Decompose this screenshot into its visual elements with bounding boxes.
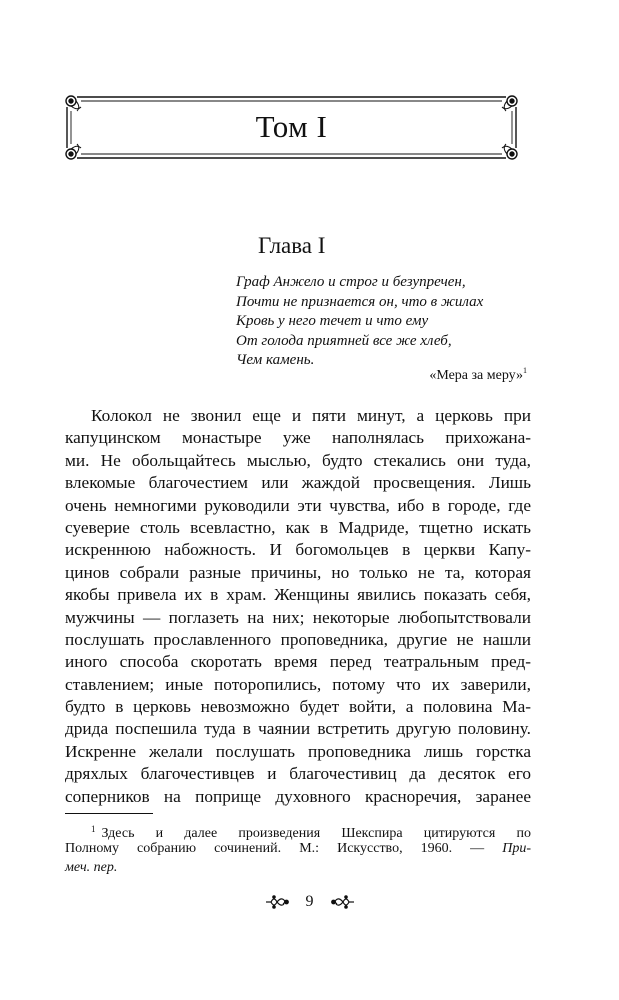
body-line: дряхлых благочестивцев и благочестивиц да десяток его — [65, 764, 531, 784]
epigraph-source-title: «Мера за меру» — [429, 368, 523, 383]
body-line: будто в церковь невозможно будет войти, а половина Ма- — [65, 697, 531, 717]
footnote-text: Полному собранию сочинений. М.: Искусство, 1960. — — [65, 841, 485, 856]
footnote-reference: 1 — [523, 366, 527, 375]
epigraph-line: Чем камень. — [236, 352, 315, 368]
footnote-line — [65, 858, 531, 877]
body-line: иного способа скоротать время перед театральным пред- — [65, 652, 531, 672]
body-line: Колокол не звонил еще и пяти минут, а церковь при — [91, 406, 531, 425]
epigraph-line: От голода приятней все же хлеб, — [236, 332, 452, 349]
footnote-line — [65, 839, 531, 858]
chapter-title: Глава I — [258, 233, 326, 258]
body-paragraph — [65, 405, 531, 808]
body-line: Искренне желали послушать проповедника лишь горстка — [65, 741, 531, 761]
page-number: 9 — [305, 893, 314, 911]
footnote-text-italic: меч. пер. — [65, 860, 118, 875]
body-line: очень немногими руководили эти чувства, ибо в городе, где — [65, 495, 531, 515]
body-line: соперников на поприще духовного красноречия, заранее — [65, 786, 531, 806]
body-line: послушать прославленного проповедника, другие не нашли — [65, 629, 531, 649]
body-line: ставлением; иные поторопились, потому что их заверили, — [65, 674, 531, 694]
body-line: ми. Не обольщайтесь мыслью, будто стекались они туда, — [65, 450, 531, 470]
body-line: якобы привела их в храм. Женщины явились показать себя, — [65, 585, 531, 605]
footnote-text: Здесь и далее произведения Шекспира цитируются по — [101, 826, 531, 841]
epigraph — [236, 273, 526, 371]
epigraph-line: Почти не признается он, что в жилах — [236, 293, 484, 310]
floral-ornament-icon — [264, 894, 290, 910]
epigraph-line: Граф Анжело и строг и безупречен, — [236, 274, 466, 290]
body-line: искреннюю набожность. И богомольцев в церкви Капу- — [65, 540, 531, 560]
body-line: мужчины — поглазеть на них; некоторые любопытствовали — [65, 607, 531, 627]
floral-ornament-icon — [330, 894, 356, 910]
volume-title: Том I — [255, 109, 328, 144]
body-line: влекомые благочестием или жаждой просвещения. Лишь — [65, 473, 531, 493]
footnote — [65, 820, 531, 877]
volume-title-frame — [63, 93, 520, 162]
footnote-text-italic: При- — [502, 841, 531, 856]
footnote-number: 1 — [91, 824, 96, 834]
body-line: суеверие столь всевластно, как в Мадриде, тщетно искать — [65, 517, 531, 537]
footnote-divider — [65, 813, 153, 814]
body-line: капуцинском монастыре уже наполнялась прихожана- — [65, 428, 531, 448]
epigraph-source — [429, 366, 527, 384]
body-line: дрида поспешила туда в чаянии встретить другую половину. — [65, 719, 531, 739]
page-footer — [0, 893, 619, 911]
epigraph-line: Кровь у него течет и что ему — [236, 313, 429, 329]
footnote-line — [65, 820, 531, 839]
body-line: цинов собрали разные причины, но только не та, которая — [65, 562, 531, 582]
